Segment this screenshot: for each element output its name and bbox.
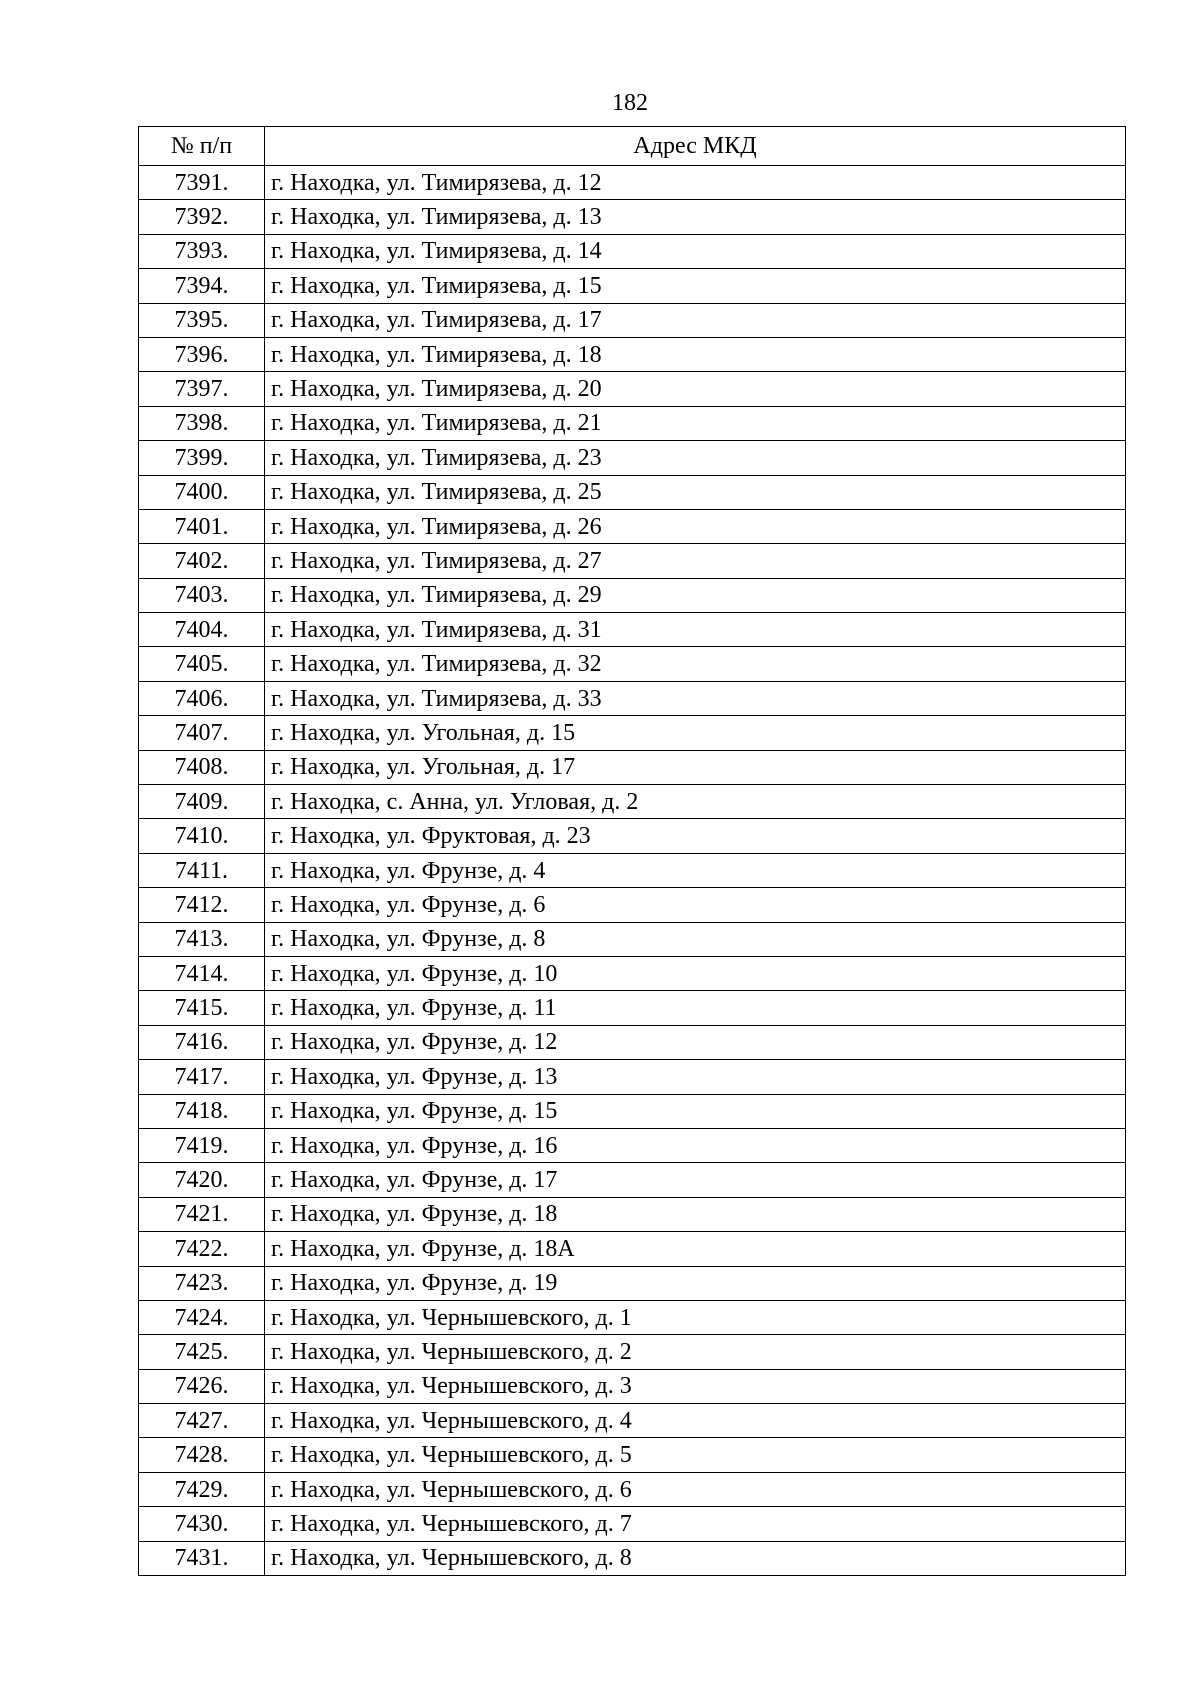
table-row (139, 372, 1126, 406)
table-row (139, 613, 1126, 647)
row-number: 7423. (139, 1266, 265, 1300)
row-number: 7411. (139, 853, 265, 887)
table-row (139, 1438, 1126, 1472)
page-number: 182 (612, 90, 648, 116)
row-address: г. Находка, ул. Чернышевского, д. 3 (265, 1369, 1126, 1403)
row-address: г. Находка, с. Анна, ул. Угловая, д. 2 (265, 785, 1126, 819)
table-row (139, 406, 1126, 440)
row-address: г. Находка, ул. Фруктовая, д. 23 (265, 819, 1126, 853)
row-number: 7422. (139, 1232, 265, 1266)
table-row (139, 819, 1126, 853)
row-address: г. Находка, ул. Тимирязева, д. 31 (265, 613, 1126, 647)
table-row (139, 1300, 1126, 1334)
row-number: 7418. (139, 1094, 265, 1128)
row-number: 7414. (139, 956, 265, 990)
table-row (139, 1472, 1126, 1506)
table-row (139, 1197, 1126, 1231)
header-address: Адрес МКД (265, 127, 1126, 166)
row-number: 7400. (139, 475, 265, 509)
row-number: 7392. (139, 200, 265, 234)
row-number: 7426. (139, 1369, 265, 1403)
row-number: 7410. (139, 819, 265, 853)
row-address: г. Находка, ул. Тимирязева, д. 21 (265, 406, 1126, 440)
row-address: г. Находка, ул. Чернышевского, д. 5 (265, 1438, 1126, 1472)
table-row (139, 166, 1126, 200)
table-row (139, 269, 1126, 303)
row-address: г. Находка, ул. Тимирязева, д. 26 (265, 509, 1126, 543)
row-number: 7421. (139, 1197, 265, 1231)
table-row (139, 544, 1126, 578)
row-address: г. Находка, ул. Тимирязева, д. 27 (265, 544, 1126, 578)
header-number: № п/п (139, 127, 265, 166)
row-number: 7419. (139, 1128, 265, 1162)
row-number: 7405. (139, 647, 265, 681)
row-number: 7409. (139, 785, 265, 819)
row-address: г. Находка, ул. Фрунзе, д. 4 (265, 853, 1126, 887)
row-address: г. Находка, ул. Чернышевского, д. 2 (265, 1335, 1126, 1369)
row-number: 7430. (139, 1507, 265, 1541)
row-address: г. Находка, ул. Фрунзе, д. 18А (265, 1232, 1126, 1266)
row-number: 7391. (139, 166, 265, 200)
table-row (139, 1232, 1126, 1266)
row-address: г. Находка, ул. Чернышевского, д. 1 (265, 1300, 1126, 1334)
row-address: г. Находка, ул. Тимирязева, д. 13 (265, 200, 1126, 234)
row-number: 7431. (139, 1541, 265, 1575)
row-address: г. Находка, ул. Фрунзе, д. 10 (265, 956, 1126, 990)
table-row (139, 337, 1126, 371)
table-row (139, 1507, 1126, 1541)
row-address: г. Находка, ул. Фрунзе, д. 16 (265, 1128, 1126, 1162)
row-address: г. Находка, ул. Тимирязева, д. 29 (265, 578, 1126, 612)
table-row (139, 1094, 1126, 1128)
table-row (139, 303, 1126, 337)
row-address: г. Находка, ул. Тимирязева, д. 15 (265, 269, 1126, 303)
row-address: г. Находка, ул. Фрунзе, д. 8 (265, 922, 1126, 956)
table-row (139, 1163, 1126, 1197)
table-row (139, 716, 1126, 750)
row-number: 7407. (139, 716, 265, 750)
row-address: г. Находка, ул. Фрунзе, д. 12 (265, 1025, 1126, 1059)
table-body (139, 166, 1126, 1576)
row-address: г. Находка, ул. Угольная, д. 15 (265, 716, 1126, 750)
row-address: г. Находка, ул. Фрунзе, д. 6 (265, 888, 1126, 922)
row-number: 7425. (139, 1335, 265, 1369)
row-number: 7424. (139, 1300, 265, 1334)
table-row (139, 750, 1126, 784)
row-address: г. Находка, ул. Тимирязева, д. 25 (265, 475, 1126, 509)
row-address: г. Находка, ул. Тимирязева, д. 17 (265, 303, 1126, 337)
row-address: г. Находка, ул. Тимирязева, д. 18 (265, 337, 1126, 371)
row-number: 7427. (139, 1404, 265, 1438)
row-number: 7394. (139, 269, 265, 303)
table-row (139, 681, 1126, 715)
table-row (139, 441, 1126, 475)
row-number: 7417. (139, 1060, 265, 1094)
table-row (139, 1128, 1126, 1162)
row-address: г. Находка, ул. Тимирязева, д. 32 (265, 647, 1126, 681)
row-address: г. Находка, ул. Фрунзе, д. 17 (265, 1163, 1126, 1197)
table-row (139, 578, 1126, 612)
row-number: 7398. (139, 406, 265, 440)
table-row (139, 785, 1126, 819)
row-address: г. Находка, ул. Фрунзе, д. 19 (265, 1266, 1126, 1300)
table-row (139, 991, 1126, 1025)
table-row (139, 922, 1126, 956)
table-row (139, 647, 1126, 681)
row-address: г. Находка, ул. Тимирязева, д. 23 (265, 441, 1126, 475)
row-number: 7412. (139, 888, 265, 922)
table-row (139, 956, 1126, 990)
row-address: г. Находка, ул. Фрунзе, д. 13 (265, 1060, 1126, 1094)
row-number: 7406. (139, 681, 265, 715)
row-number: 7420. (139, 1163, 265, 1197)
row-number: 7396. (139, 337, 265, 371)
row-address: г. Находка, ул. Тимирязева, д. 20 (265, 372, 1126, 406)
row-address: г. Находка, ул. Чернышевского, д. 6 (265, 1472, 1126, 1506)
row-number: 7404. (139, 613, 265, 647)
row-number: 7416. (139, 1025, 265, 1059)
row-number: 7403. (139, 578, 265, 612)
row-number: 7397. (139, 372, 265, 406)
table-row (139, 1404, 1126, 1438)
table-row (139, 853, 1126, 887)
row-number: 7408. (139, 750, 265, 784)
table-row (139, 888, 1126, 922)
row-number: 7429. (139, 1472, 265, 1506)
row-number: 7393. (139, 234, 265, 268)
table-row (139, 475, 1126, 509)
table-row (139, 234, 1126, 268)
row-number: 7413. (139, 922, 265, 956)
row-number: 7415. (139, 991, 265, 1025)
row-address: г. Находка, ул. Фрунзе, д. 18 (265, 1197, 1126, 1231)
table-row (139, 509, 1126, 543)
table-row (139, 1025, 1126, 1059)
row-address: г. Находка, ул. Тимирязева, д. 14 (265, 234, 1126, 268)
table-row (139, 1541, 1126, 1575)
table-row (139, 1335, 1126, 1369)
row-address: г. Находка, ул. Фрунзе, д. 11 (265, 991, 1126, 1025)
row-address: г. Находка, ул. Фрунзе, д. 15 (265, 1094, 1126, 1128)
table-row (139, 200, 1126, 234)
row-number: 7402. (139, 544, 265, 578)
row-address: г. Находка, ул. Чернышевского, д. 4 (265, 1404, 1126, 1438)
mkd-address-table (138, 126, 1126, 1576)
row-number: 7399. (139, 441, 265, 475)
row-address: г. Находка, ул. Чернышевского, д. 8 (265, 1541, 1126, 1575)
row-address: г. Находка, ул. Тимирязева, д. 12 (265, 166, 1126, 200)
table-row (139, 1266, 1126, 1300)
table-row (139, 1369, 1126, 1403)
row-address: г. Находка, ул. Чернышевского, д. 7 (265, 1507, 1126, 1541)
table-row (139, 1060, 1126, 1094)
row-number: 7401. (139, 509, 265, 543)
row-address: г. Находка, ул. Тимирязева, д. 33 (265, 681, 1126, 715)
row-address: г. Находка, ул. Угольная, д. 17 (265, 750, 1126, 784)
row-number: 7395. (139, 303, 265, 337)
table-header-row (139, 127, 1126, 166)
row-number: 7428. (139, 1438, 265, 1472)
